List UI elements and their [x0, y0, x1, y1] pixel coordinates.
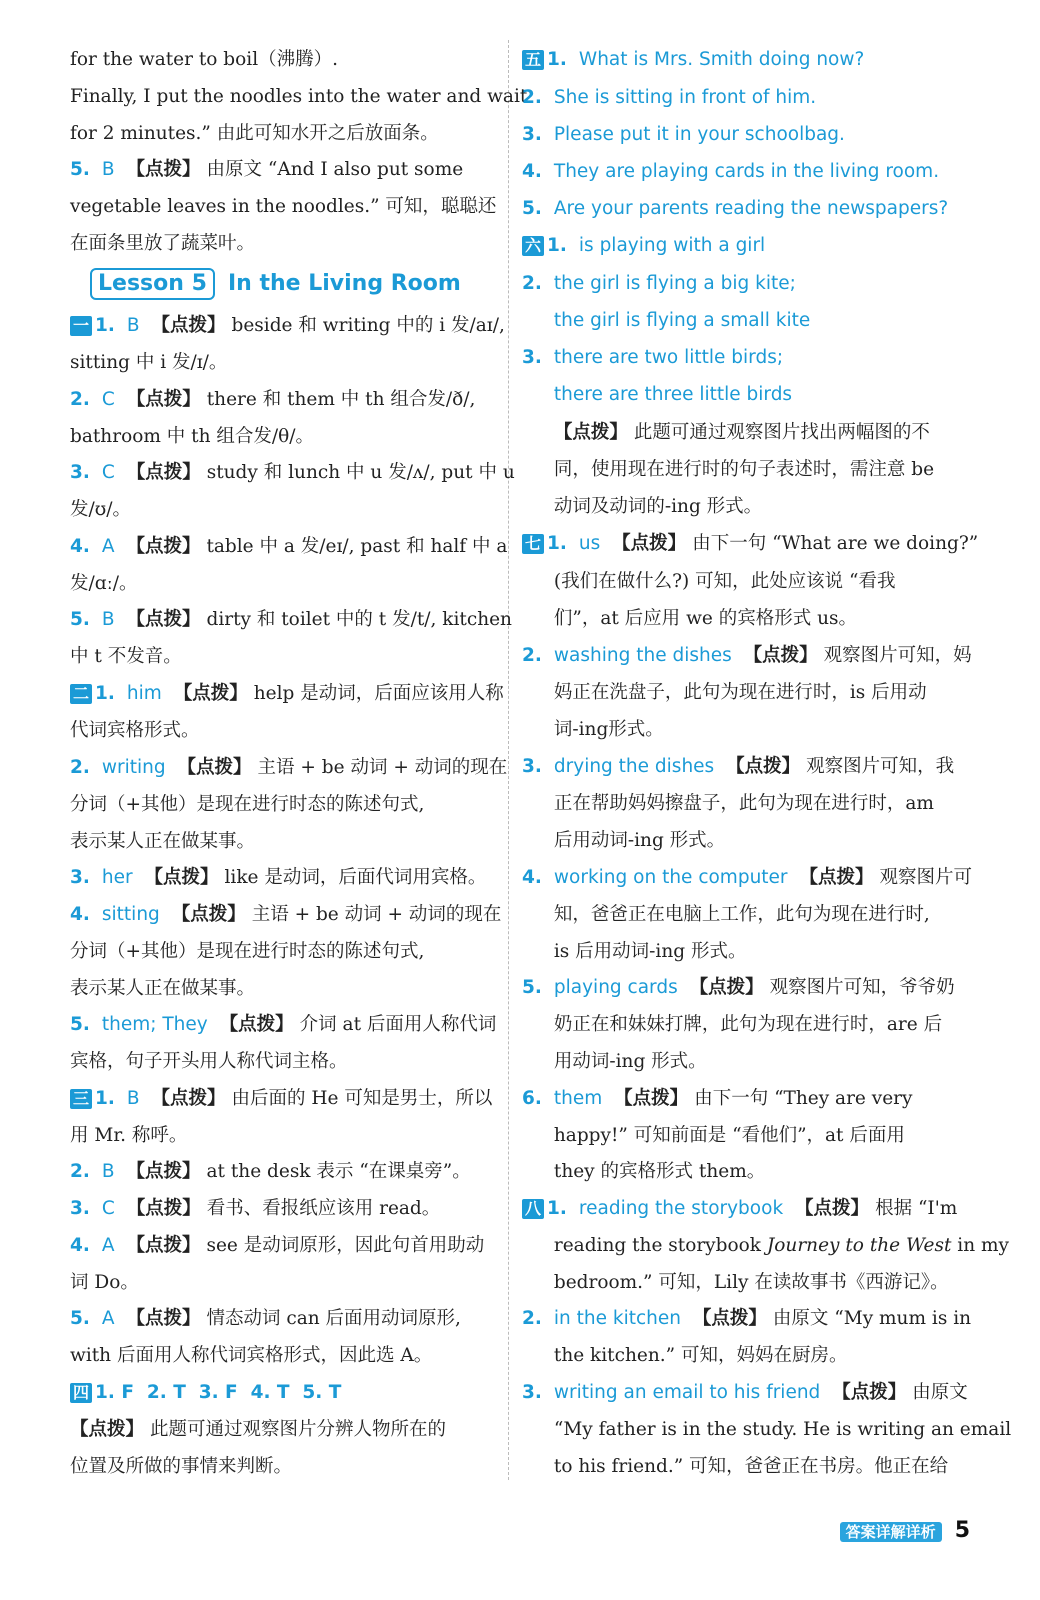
text-line: 表示某人正在做某事。: [70, 831, 256, 852]
text-line: 2. She is sitting in front of him.: [522, 87, 817, 108]
text-line: bedroom.” 可知，Lily 在读故事书《西游记》。: [548, 1272, 949, 1293]
text-line: 5. A 【点拨】 情态动词 can 后面用动词原形,: [70, 1308, 461, 1329]
text-line: 发/ʊ/。: [70, 499, 131, 520]
text-line: 【点拨】 此题可通过观察图片找出两幅图的不: [553, 422, 930, 443]
text-line: for the water to boil（沸腾）.: [70, 49, 339, 70]
text-line: 4. sitting 【点拨】 主语 + be 动词 + 动词的现在: [70, 904, 502, 925]
text-line: 发/ɑː/。: [70, 573, 138, 594]
text-line: sitting 中 i 发/ɪ/。: [70, 352, 228, 373]
text-line: 宾格，句子开头用人称代词主格。: [70, 1051, 348, 1072]
text-line: 5. playing cards 【点拨】 观察图片可知，爷爷奶: [522, 977, 955, 998]
text-line: 分词（+其他）是现在进行时态的陈述句式,: [70, 794, 425, 815]
text-line: 3. C 【点拨】 study 和 lunch 中 u 发/ʌ/, put 中 u: [70, 462, 515, 483]
footer-label: 答案详解详析: [840, 1522, 942, 1542]
text-line: 3. there are two little birds;: [522, 347, 784, 368]
text-line: 五 1. What is Mrs. Smith doing now?: [522, 48, 864, 72]
text-line: the kitchen.” 可知，妈妈在厨房。: [548, 1345, 848, 1366]
text-line: 3. her 【点拨】 like 是动词，后面代词用宾格。: [70, 867, 487, 888]
text-line: 5. B 【点拨】 由原文 “And I also put some: [70, 159, 464, 180]
text-line: 三 1. B 【点拨】 由后面的 He 可知是男士，所以: [70, 1087, 492, 1111]
text-line: 位置及所做的事情来判断。: [70, 1456, 293, 1477]
text-line: 4. A 【点拨】 see 是动词原形，因此句首用助动: [70, 1235, 485, 1256]
text-line: they 的宾格形式 them。: [548, 1161, 766, 1182]
text-line: 2. writing 【点拨】 主语 + be 动词 + 动词的现在: [70, 757, 508, 778]
text-line: 在面条里放了蔬菜叶。: [70, 233, 256, 254]
lesson-title: In the Living Room: [227, 271, 461, 296]
text-line: “My father is in the study. He is writing an email: [548, 1419, 1012, 1440]
text-line: 4. They are playing cards in the living room.: [522, 161, 940, 182]
text-line: 2. B 【点拨】 at the desk 表示 “在课桌旁”。: [70, 1161, 471, 1182]
text-line: 3. writing an email to his friend 【点拨】 由原文: [522, 1382, 968, 1403]
text-line: 4. working on the computer 【点拨】 观察图片可: [522, 867, 972, 888]
text-line: 用 Mr. 称呼。: [70, 1125, 188, 1146]
text-line: 七 1. us 【点拨】 由下一句 “What are we doing?”: [522, 532, 978, 556]
text-line: there are three little birds: [553, 384, 793, 405]
text-line: to his friend.” 可知，爸爸正在书房。他正在给: [548, 1456, 949, 1477]
column-divider: [508, 40, 509, 1480]
text-line: vegetable leaves in the noodles.” 可知，聪聪还: [70, 196, 497, 217]
text-line: 表示某人正在做某事。: [70, 978, 256, 999]
text-line: 们”，at 后应用 we 的宾格形式 us。: [548, 608, 858, 629]
text-line: happy!” 可知前面是 “看他们”，at 后面用: [548, 1125, 905, 1146]
text-line: 3. C 【点拨】 看书、看报纸应该用 read。: [70, 1198, 441, 1219]
text-line: with 后面用人称代词宾格形式，因此选 A。: [70, 1345, 433, 1366]
text-line: 词 Do。: [70, 1272, 139, 1293]
text-line: is 后用动词-ing 形式。: [548, 941, 747, 962]
text-line: 词-ing形式。: [548, 719, 664, 740]
text-line: reading the storybook Journey to the West in my: [548, 1235, 1009, 1256]
text-line: 六 1. is playing with a girl: [522, 234, 765, 258]
text-line: 中 t 不发音。: [70, 646, 182, 667]
text-line: 5. B 【点拨】 dirty 和 toilet 中的 t 发/t/, kitchen: [70, 609, 512, 630]
text-line: 3. drying the dishes 【点拨】 观察图片可知，我: [522, 756, 955, 777]
text-line: 八 1. reading the storybook 【点拨】 根据 “I'm: [522, 1197, 957, 1221]
text-line: 一 1. B 【点拨】 beside 和 writing 中的 i 发/aɪ/,: [70, 314, 505, 338]
text-line: 2. washing the dishes 【点拨】 观察图片可知，妈: [522, 645, 972, 666]
text-line: 4. A 【点拨】 table 中 a 发/eɪ/, past 和 half 中 a: [70, 536, 508, 557]
text-line: 6. them 【点拨】 由下一句 “They are very: [522, 1088, 913, 1109]
text-line: 二 1. him 【点拨】 help 是动词，后面应该用人称: [70, 682, 504, 706]
text-line: (我们在做什么?) 可知，此处应该说 “看我: [548, 571, 896, 592]
text-line: 代词宾格形式。: [70, 720, 200, 741]
text-line: 奶正在和妹妹打牌，此句为现在进行时，are 后: [548, 1014, 943, 1035]
text-line: 2. the girl is flying a big kite;: [522, 273, 796, 294]
text-line: Finally, I put the noodles into the water and wait: [70, 86, 528, 107]
text-line: 【点拨】 此题可通过观察图片分辨人物所在的: [70, 1419, 447, 1440]
text-line: for 2 minutes.” 由此可知水开之后放面条。: [70, 123, 439, 144]
page-footer: [840, 1518, 970, 1543]
text-line: 5. them; They 【点拨】 介词 at 后面用人称代词: [70, 1014, 497, 1035]
lesson-heading: [90, 268, 461, 300]
text-line: 用动词-ing 形式。: [548, 1051, 707, 1072]
text-line: 后用动词-ing 形式。: [548, 830, 726, 851]
text-line: 正在帮助妈妈擦盘子，此句为现在进行时，am: [548, 793, 934, 814]
text-line: 2. in the kitchen 【点拨】 由原文 “My mum is in: [522, 1308, 972, 1329]
text-line: 知，爸爸正在电脑上工作，此句为现在进行时,: [548, 904, 930, 925]
text-line: 分词（+其他）是现在进行时态的陈述句式,: [70, 941, 425, 962]
lesson-badge: Lesson 5: [90, 268, 215, 300]
text-line: 3. Please put it in your schoolbag.: [522, 124, 845, 145]
text-line: 5. Are your parents reading the newspapers?: [522, 198, 949, 219]
text-line: 2. C 【点拨】 there 和 them 中 th 组合发/ð/,: [70, 389, 476, 410]
text-line: 妈正在洗盘子，此句为现在进行时，is 后用动: [548, 682, 927, 703]
text-line: bathroom 中 th 组合发/θ/。: [70, 426, 314, 447]
text-line: 动词及动词的-ing 形式。: [548, 496, 763, 517]
text-line: the girl is flying a small kite: [553, 310, 811, 331]
text-line: 同，使用现在进行时的句子表述时，需注意 be: [548, 459, 935, 480]
text-line: 四 1. F 2. T 3. F 4. T 5. T: [70, 1381, 341, 1405]
page-number: 5: [954, 1518, 970, 1543]
